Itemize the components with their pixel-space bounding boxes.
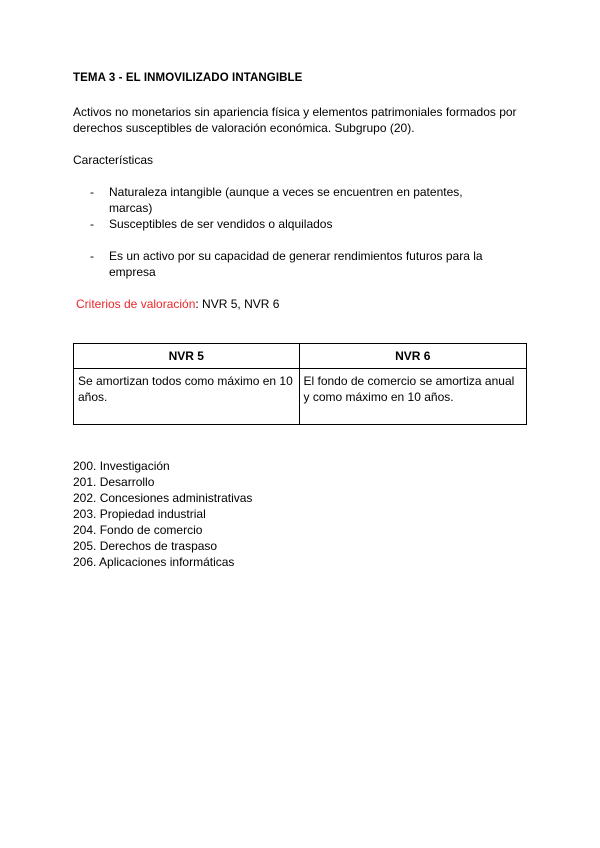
list-item: 203. Propiedad industrial bbox=[73, 507, 206, 521]
list-item: 202. Concesiones administrativas bbox=[73, 491, 253, 505]
criteria-value: : NVR 5, NVR 6 bbox=[195, 297, 280, 311]
bullet-dash: - bbox=[90, 185, 94, 199]
intro-paragraph: Activos no monetarios sin apariencia física y elementos patrimoniales formados por derechos susceptibles de valoración económica. Subgrupo (20). bbox=[73, 105, 517, 135]
list-item-text: Es un activo por su capacidad de generar rendimientos futuros para la empresa bbox=[109, 249, 483, 279]
list-item: 206. Aplicaciones informáticas bbox=[73, 555, 235, 569]
criteria-line bbox=[76, 297, 279, 311]
cell-nvr5: Se amortizan todos como máximo en 10 años. bbox=[74, 369, 300, 425]
characteristics-label: Características bbox=[73, 153, 154, 167]
accounts-list bbox=[73, 458, 252, 570]
list-item-text: Susceptibles de ser vendidos o alquilados bbox=[109, 217, 333, 231]
nvr-table bbox=[73, 343, 527, 425]
bullet-dash: - bbox=[90, 217, 94, 231]
document-title: TEMA 3 - EL INMOVILIZADO INTANGIBLE bbox=[73, 72, 303, 84]
list-item: 205. Derechos de traspaso bbox=[73, 539, 218, 553]
header-nvr5: NVR 5 bbox=[74, 344, 300, 369]
list-item: 200. Investigación bbox=[73, 459, 170, 473]
table-header-row bbox=[74, 344, 527, 369]
list-item: 201. Desarrollo bbox=[73, 475, 155, 489]
list-item: 204. Fondo de comercio bbox=[73, 523, 203, 537]
table-row bbox=[74, 369, 527, 425]
cell-nvr6: El fondo de comercio se amortiza anual y como máximo en 10 años. bbox=[299, 369, 527, 425]
criteria-label: Criterios de valoración bbox=[76, 297, 196, 311]
list-item-text: Naturaleza intangible (aunque a veces se encuentren en patentes, marcas) bbox=[109, 185, 463, 215]
header-nvr6: NVR 6 bbox=[299, 344, 527, 369]
bullet-dash: - bbox=[90, 249, 94, 263]
